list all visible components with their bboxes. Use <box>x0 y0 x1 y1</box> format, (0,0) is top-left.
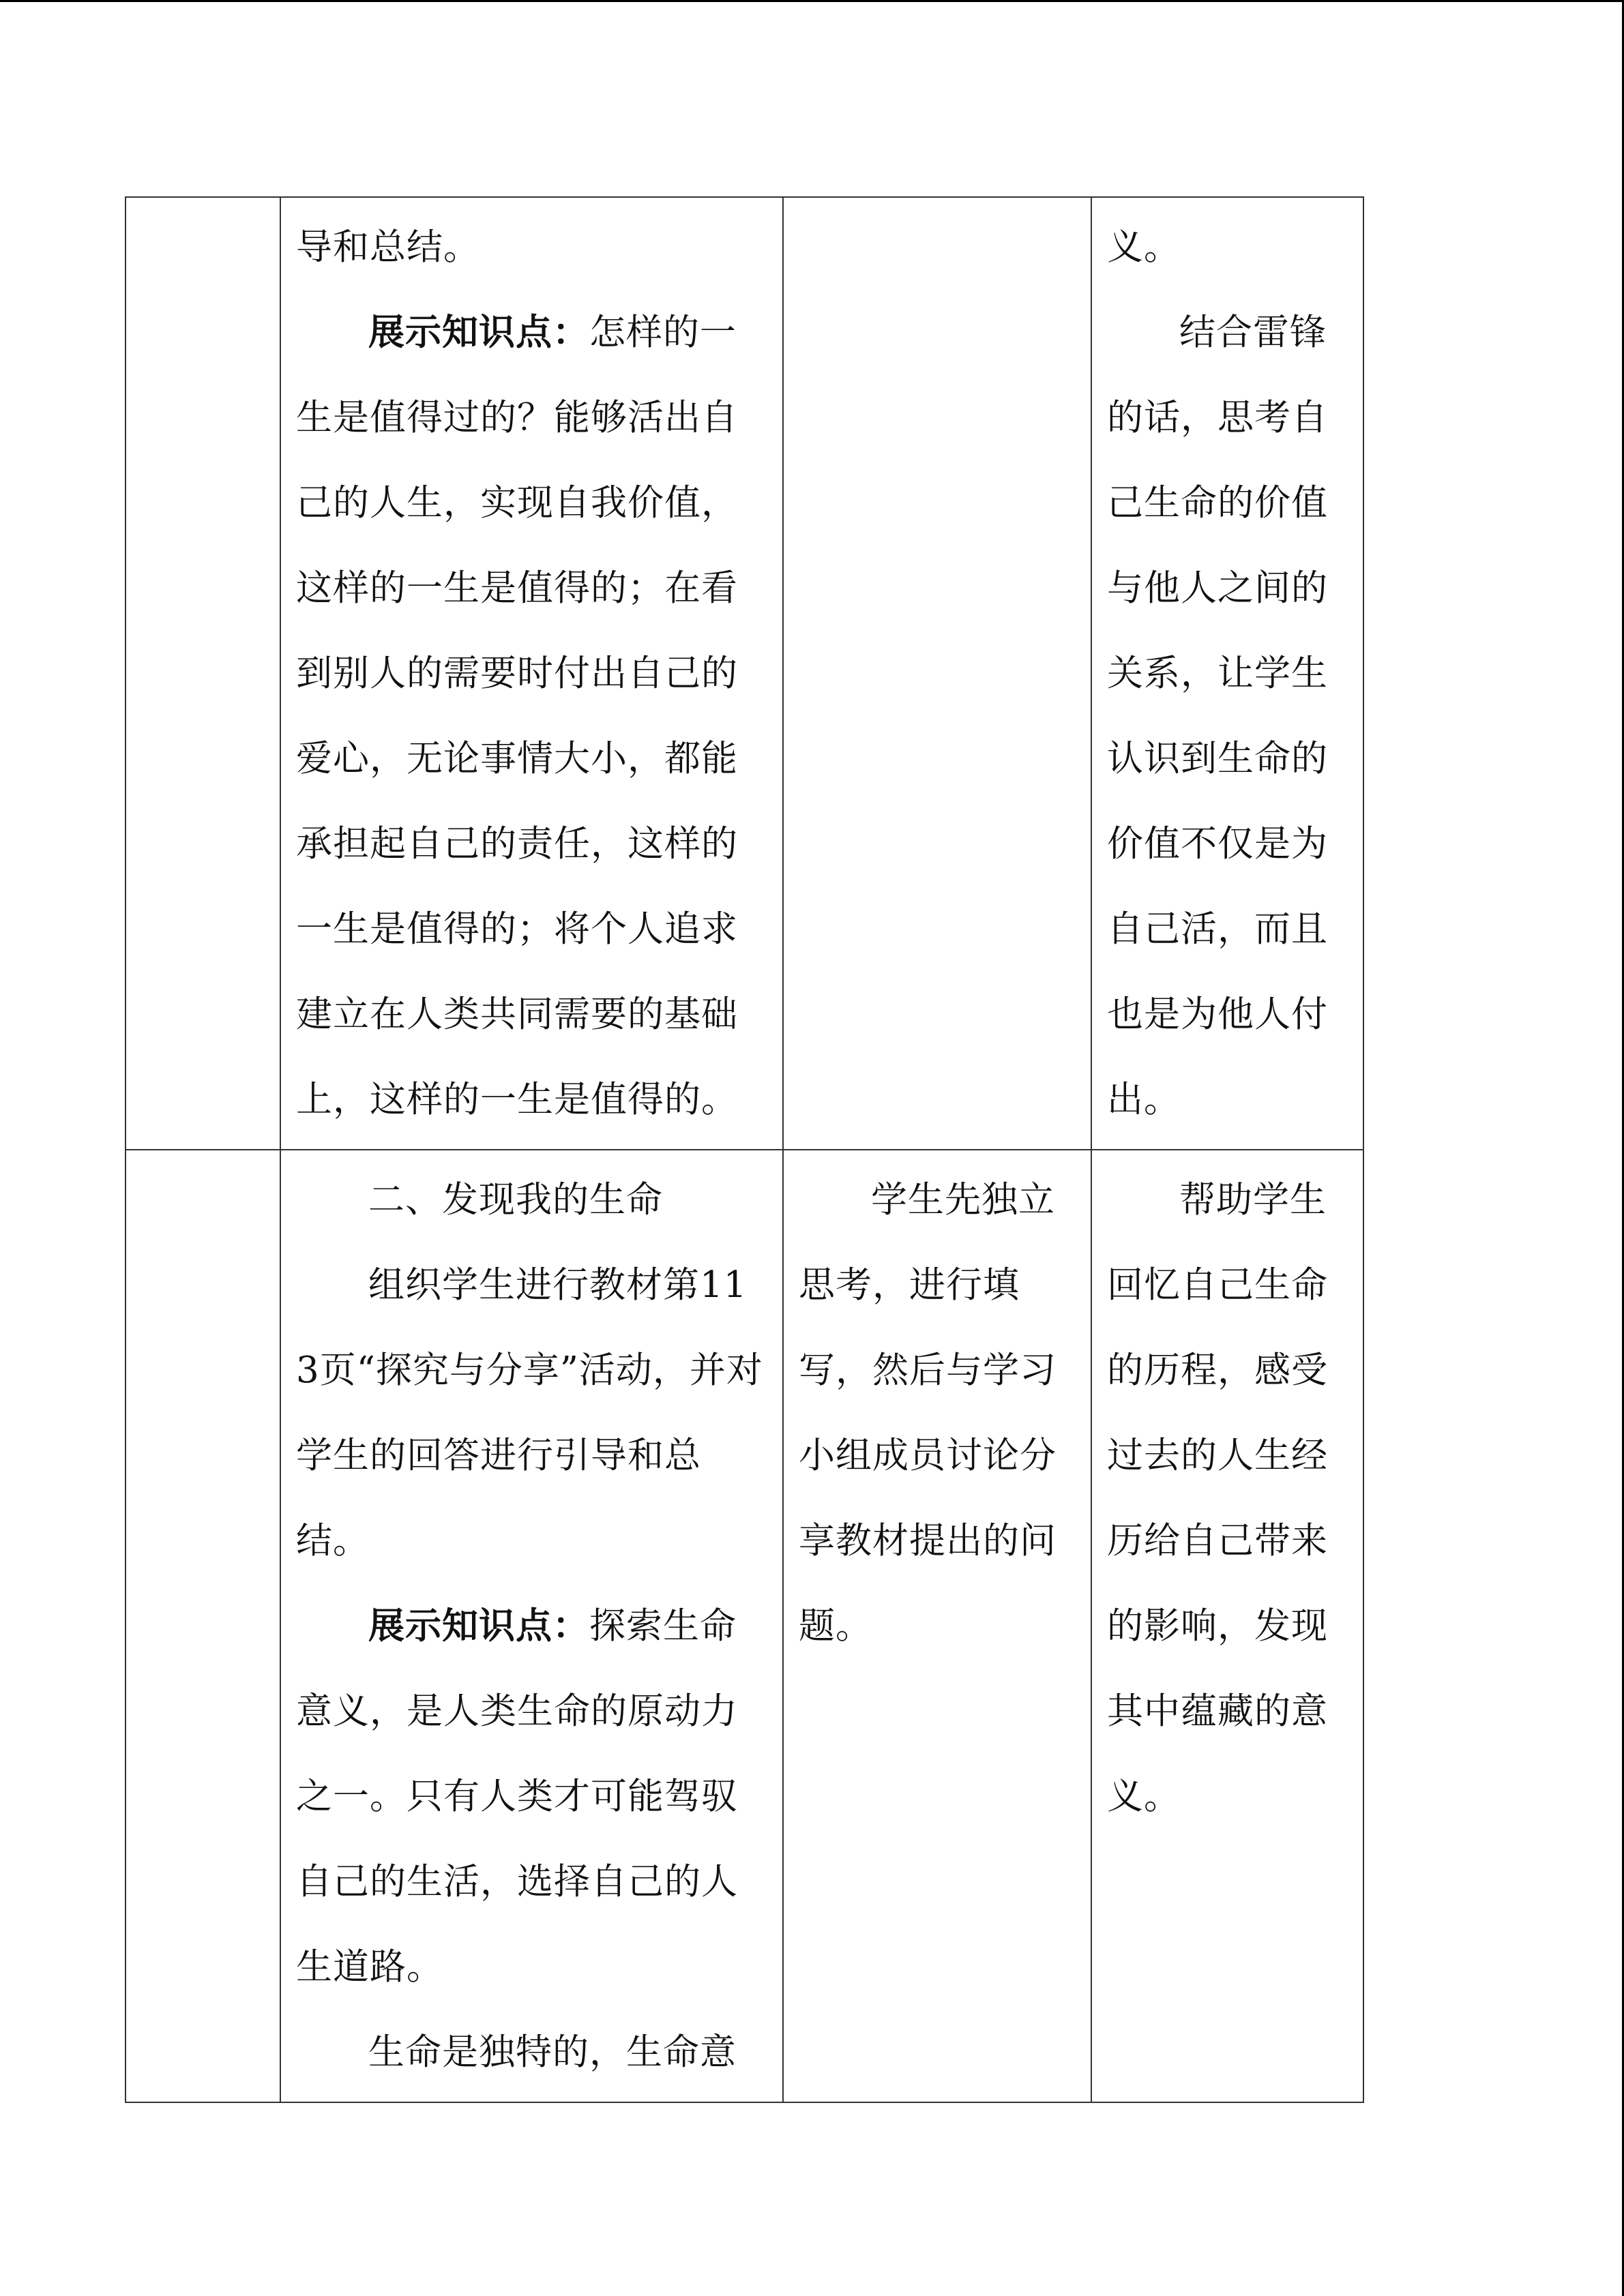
row2-col3-para1: 学生先独立思考，进行填写，然后与学习小组成员讨论分享教材提出的问题。 <box>799 1179 1057 1647</box>
knowledge-point-text: 怎样的一生是值得过的？能够活出自己的人生，实现自我价值，这样的一生是值得的；在看到别人的需要时付出自己的爱心，无论事情大小，都能承担起自己的责任，这样的一生是值得的；将个人追求建立在人类共同需要的基础上，这样的一生是值得的。 <box>296 312 738 1120</box>
row2-col1-cell <box>126 1150 280 2102</box>
row1-col2-para1: 导和总结。 <box>296 226 480 268</box>
row2-student-activity-cell <box>783 1150 1091 2102</box>
row1-col4-para2: 结合雷锋的话，思考自己生命的价值与他人之间的关系，让学生认识到生命的价值不仅是为自己活，而且也是为他人付出。 <box>1107 312 1328 1120</box>
lesson-plan-table <box>125 196 1364 2103</box>
section-heading: 二、发现我的生命 <box>368 1179 663 1221</box>
row1-col1-cell <box>126 197 280 1150</box>
row2-col4-para1: 帮助学生回忆自己生命的历程，感受过去的人生经历给自己带来的影响，发现其中蕴藏的意义。 <box>1107 1179 1328 1817</box>
row1-student-activity-cell <box>783 197 1091 1150</box>
row2-col2-para3 <box>296 1583 769 2010</box>
row2-col2-para2: 组织学生进行教材第113页“探究与分享”活动，并对学生的回答进行引导和总结。 <box>296 1264 763 1562</box>
table-row <box>126 197 1363 1150</box>
row1-teacher-activity-cell <box>280 197 783 1150</box>
knowledge-point-label: 展示知识点： <box>368 1605 589 1647</box>
row2-col2-para4: 生命是独特的，生命意 <box>368 2031 737 2073</box>
row1-col2-para2 <box>296 290 769 1142</box>
row2-teacher-activity-cell <box>280 1150 783 2102</box>
row1-design-intent-cell <box>1091 197 1363 1150</box>
table-row <box>126 1150 1363 2102</box>
row1-col4-para1: 义。 <box>1107 226 1181 268</box>
page-border-top <box>0 0 1624 2</box>
knowledge-point-text: 探索生命意义，是人类生命的原动力之一。只有人类才可能驾驭自己的生活，选择自己的人生道路。 <box>296 1605 738 1988</box>
row2-design-intent-cell <box>1091 1150 1363 2102</box>
knowledge-point-label: 展示知识点： <box>368 311 589 353</box>
